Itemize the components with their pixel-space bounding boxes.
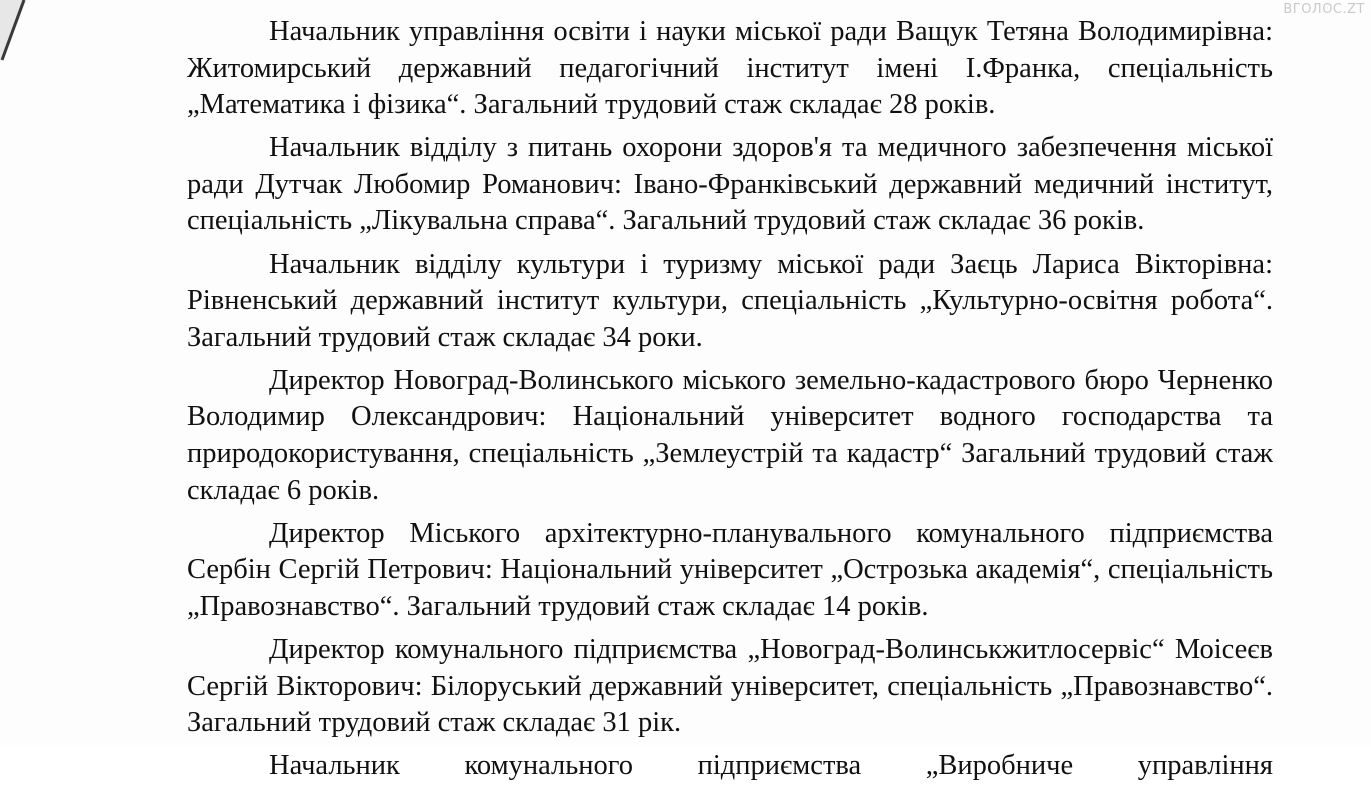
paragraph-housing-director: Директор комунального підприємства „Новоград-Волинськжитлосервіс“ Моісеєв Сергій Вікторович: Білоруський державний університет, спеціальність „Правознавство“. Загальний трудовий стаж складає 31 рік. [187, 634, 1273, 739]
document-text [187, 14, 1273, 791]
paragraph-culture-head: Начальник відділу культури і туризму міської ради Заєць Лариса Вікторівна: Рівненський державний інститут культури, спеціальність „Культурно-освітня робота“. Загальний трудовий стаж складає 34 роки. [187, 248, 1273, 353]
paragraph-production-head: Начальник комунального підприємства „Виробниче управління [269, 750, 1273, 782]
page-fold-mark [0, 0, 28, 64]
paragraph-health-head: Начальник відділу з питань охорони здоров'я та медичного забезпечення міської ради Дутчак Любомир Романович: Івано-Франківський державний медичний інститут, спеціальність „Лікувальна справа“. Загальний трудовий стаж складає 36 років. [187, 132, 1273, 237]
paragraph-architecture-director: Директор Міського архітектурно-планувального комунального підприємства Сербін Сергій Петрович: Національний університет „Острозька академія“, спеціальність „Правознавство“. Загальний трудовий стаж складає 14 років. [187, 517, 1273, 622]
watermark: ВГОЛОС.ZT [1283, 2, 1365, 17]
paragraph-education-head: Начальник управління освіти і науки міської ради Ващук Тетяна Володимирівна: Житомирський державний педагогічний інститут імені І.Франка, спеціальність „Математика і фізика“. Загальний трудовий стаж складає 28 років. [187, 16, 1273, 121]
paragraph-cadastre-director: Директор Новоград-Волинського міського земельно-кадастрового бюро Черненко Володимир Олександрович: Національний університет водного господарства та природокористування, спеціальність „Землеустрій та кадастр“ Загальний трудовий стаж складає 6 років. [187, 364, 1273, 506]
